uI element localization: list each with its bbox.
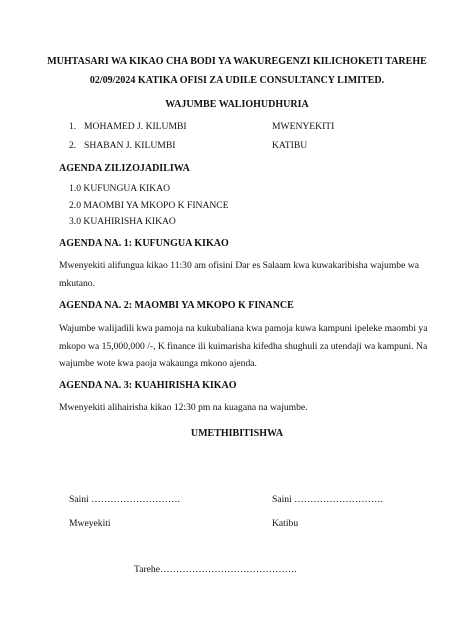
confirmed-heading: UMETHIBITISHWA — [190, 428, 284, 439]
role-chairman: Mweyekiti — [69, 518, 111, 529]
section-heading: AGENDA NA. 1: KUFUNGUA KIKAO — [59, 238, 229, 249]
attendee-role: KATIBU — [272, 140, 308, 151]
section-paragraph-line: wajumbe wote kwa paoja wakaunga mkono ajenda. — [59, 358, 257, 369]
section-paragraph-line: mkopo wa 15,000,000 /-, K finance ili kuimarisha kifedha shughuli za utendaji wa kampuni. Na — [59, 341, 428, 352]
signature-secretary: Saini ………………………. — [272, 494, 383, 505]
attendee-role: MWENYEKITI — [272, 121, 335, 132]
agenda-heading: AGENDA ZILIZOJADILIWA — [59, 163, 190, 174]
document-title-line-1: MUHTASARI WA KIKAO CHA BODI YA WAKUREGENZI KILICHOKETI TAREHE — [47, 56, 427, 67]
attendee-name: SHABAN J. KILUMBI — [84, 140, 176, 151]
agenda-item: 3.0 KUAHIRISHA KIKAO — [69, 216, 176, 227]
section-heading: AGENDA NA. 2: MAOMBI YA MKOPO K FINANCE — [59, 300, 294, 311]
signature-chairman: Saini ………………………. — [69, 494, 180, 505]
attendee-number: 1. — [69, 121, 77, 132]
section-paragraph-line: mkutano. — [59, 278, 95, 289]
role-secretary: Katibu — [272, 518, 299, 529]
attendees-heading: WAJUMBE WALIOHUDHURIA — [165, 99, 309, 110]
section-paragraph-line: Wajumbe walijadili kwa pamoja na kukubaliana kwa pamoja kuwa kampuni ipeleke maombi ya — [59, 323, 428, 334]
attendee-number: 2. — [69, 140, 77, 151]
date-line: Tarehe……………………………………. — [134, 564, 297, 575]
attendee-name: MOHAMED J. KILUMBI — [84, 121, 187, 132]
section-paragraph-line: Mwenyekiti alihairisha kikao 12:30 pm na kuagana na wajumbe. — [59, 402, 308, 413]
agenda-item: 2.0 MAOMBI YA MKOPO K FINANCE — [69, 200, 229, 211]
agenda-item: 1.0 KUFUNGUA KIKAO — [69, 183, 171, 194]
section-paragraph-line: Mwenyekiti alifungua kikao 11:30 am ofisini Dar es Salaam kwa kuwakaribisha wajumbe wa — [59, 260, 419, 271]
document-title-line-2: 02/09/2024 KATIKA OFISI ZA UDILE CONSULTANCY LIMITED. — [89, 75, 385, 86]
section-heading: AGENDA NA. 3: KUAHIRISHA KIKAO — [59, 380, 237, 391]
